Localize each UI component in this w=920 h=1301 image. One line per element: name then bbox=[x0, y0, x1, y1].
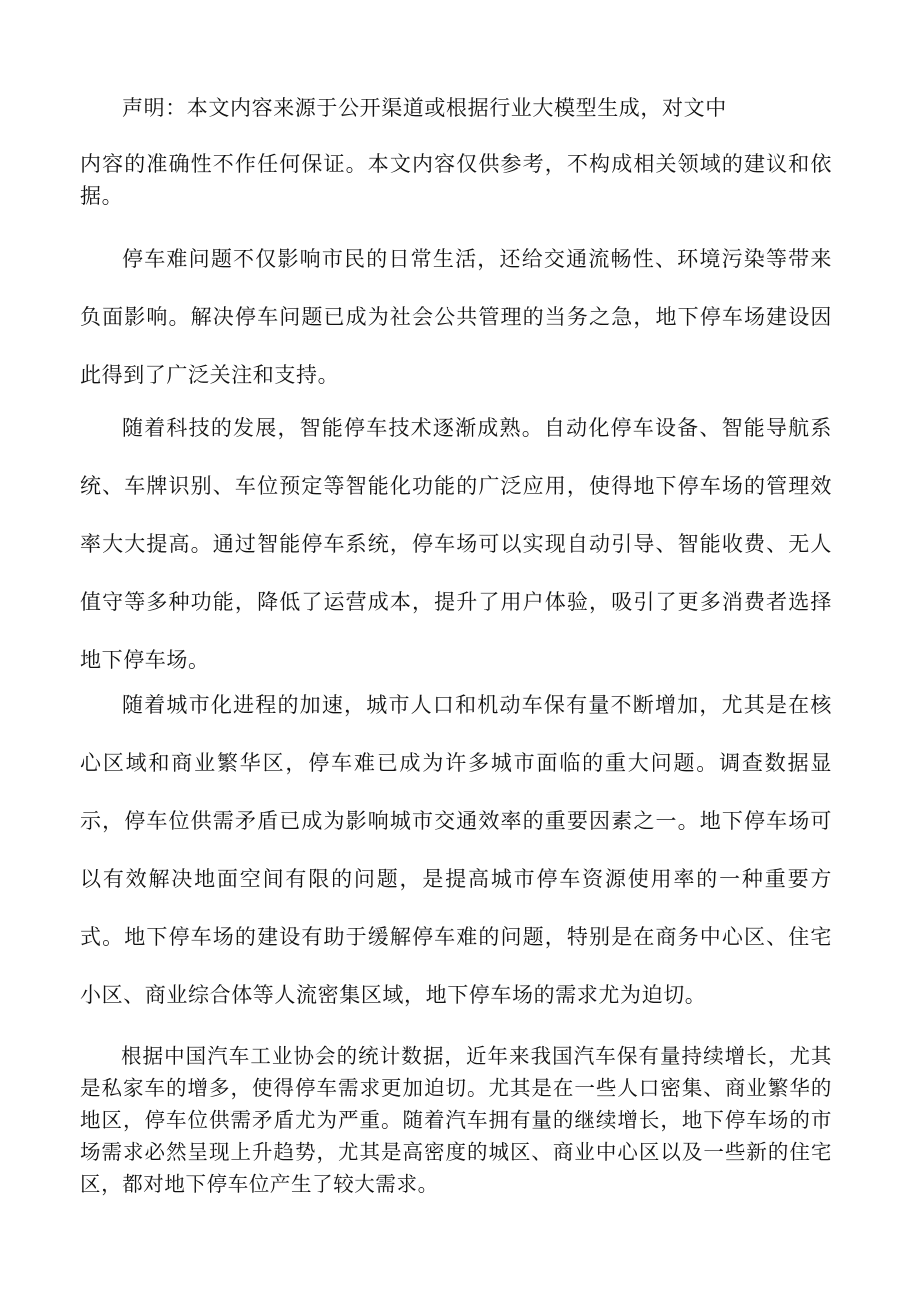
paragraph-market-demand: 根据中国汽车工业协会的统计数据，近年来我国汽车保有量持续增长，尤其是私家车的增多，使得停车需求更加迫切。尤其是在一些人口密集、商业繁华的地区，停车位供需矛盾尤为严重。随着汽车拥有量的继续增长，地下停车场的市场需求必然呈现上升趋势，尤其是高密度的城区、商业中心区以及一些新的住宅区，都对地下停车位产生了较大需求。 bbox=[80, 1044, 832, 1196]
disclaimer-line-2: 内容的准确性不作任何保证。本文内容仅供参考，不构成相关领域的建议和依据。 bbox=[80, 152, 832, 208]
paragraph-smart-parking: 随着科技的发展，智能停车技术逐渐成熟。自动化停车设备、智能导航系统、车牌识别、车位预定等智能化功能的广泛应用，使得地下停车场的管理效率大大提高。通过智能停车系统，停车场可以实现自动引导、智能收费、无人值守等多种功能，降低了运营成本，提升了用户体验，吸引了更多消费者选择地下停车场。 bbox=[80, 416, 832, 672]
paragraph-urbanization: 随着城市化进程的加速，城市人口和机动车保有量不断增加，尤其是在核心区域和商业繁华区，停车难已成为许多城市面临的重大问题。调查数据显示，停车位供需矛盾已成为影响城市交通效率的重要因素之一。地下停车场可以有效解决地面空间有限的问题，是提高城市停车资源使用率的一种重要方式。地下停车场的建设有助于缓解停车难的问题，特别是在商务中心区、住宅小区、商业综合体等人流密集区域，地下停车场的需求尤为迫切。 bbox=[80, 693, 832, 1007]
disclaimer-line-1: 声明：本文内容来源于公开渠道或根据行业大模型生成，对文中 bbox=[122, 96, 727, 120]
paragraph-parking-problem: 停车难问题不仅影响市民的日常生活，还给交通流畅性、环境污染等带来负面影响。解决停车问题已成为社会公共管理的当务之急，地下停车场建设因此得到了广泛关注和支持。 bbox=[80, 247, 832, 387]
